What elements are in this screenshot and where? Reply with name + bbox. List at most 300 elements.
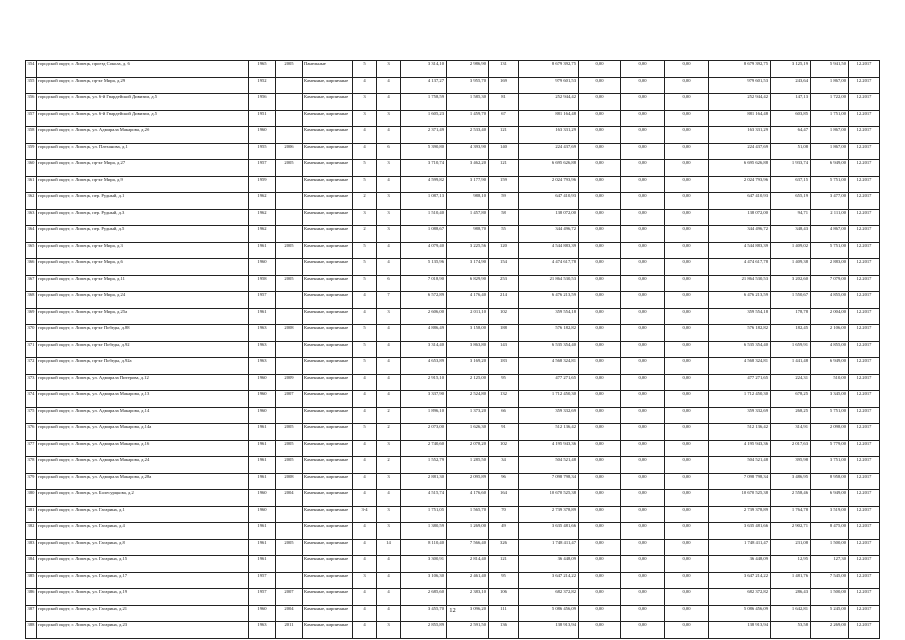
year-built-cell: 1965	[249, 61, 276, 78]
regional-funds-cell: 0,00	[621, 473, 665, 490]
wall-material-cell: Каменные, кирпичные	[303, 160, 353, 177]
regional-funds-cell: 0,00	[621, 77, 665, 94]
municipal-funds-cell: 0,00	[665, 77, 709, 94]
total-area-cell: 4 599,82	[401, 176, 447, 193]
address-cell: городской округ, г. Липецк, пр-кт Мира, д.27	[37, 160, 249, 177]
residents-cell: 70	[489, 506, 519, 523]
row-number: 364	[26, 226, 37, 243]
wall-material-cell: Каменные, кирпичные	[303, 226, 353, 243]
max-cost-per-sqm-cell: 5 245,00	[811, 605, 849, 622]
regional-funds-cell: 0,00	[621, 110, 665, 127]
row-number: 368	[26, 292, 37, 309]
cost-per-sqm-cell: 1 764,78	[771, 506, 811, 523]
max-cost-per-sqm-cell: 1 867,00	[811, 127, 849, 144]
federal-funds-cell: 0,00	[579, 440, 621, 457]
residents-cell: 143	[489, 341, 519, 358]
living-area-cell: 2 591,50	[447, 622, 489, 639]
total-area-cell: 2 371,49	[401, 127, 447, 144]
living-area-cell: 2 125,00	[447, 374, 489, 391]
floors-cell: 4	[353, 457, 377, 474]
total-area-cell: 2 685,60	[401, 589, 447, 606]
address-cell: городской округ, г. Липецк, ул. Гагарина, д.17	[37, 572, 249, 589]
year-renovated-cell	[276, 407, 303, 424]
wall-material-cell: Каменные, кирпичные	[303, 407, 353, 424]
cost-per-sqm-cell: 1 933,74	[771, 160, 811, 177]
municipal-funds-cell: 0,00	[665, 424, 709, 441]
federal-funds-cell: 0,00	[579, 374, 621, 391]
municipal-funds-cell: 0,00	[665, 391, 709, 408]
owner-funds-cell: 8 679 392,75	[709, 61, 771, 78]
wall-material-cell: Каменные, кирпичные	[303, 490, 353, 507]
cost-per-sqm-cell: 147,13	[771, 94, 811, 111]
living-area-cell: 1 269,00	[447, 523, 489, 540]
total-cost-cell: 4 568 324,81	[519, 358, 579, 375]
floors-cell: 3	[353, 110, 377, 127]
floors-cell: 5	[353, 160, 377, 177]
living-area-cell: 2 524,80	[447, 391, 489, 408]
owner-funds-cell: 224 437,69	[709, 143, 771, 160]
address-cell: городской округ, г. Липецк, пер. Рудный, д.1	[37, 193, 249, 210]
cost-per-sqm-cell: 51,08	[771, 143, 811, 160]
max-cost-per-sqm-cell: 6 949,00	[811, 160, 849, 177]
deadline-cell: 12.2017	[849, 341, 880, 358]
municipal-funds-cell: 0,00	[665, 61, 709, 78]
residents-cell: 34	[489, 457, 519, 474]
federal-funds-cell: 0,00	[579, 556, 621, 573]
wall-material-cell: Каменные, кирпичные	[303, 605, 353, 622]
floors-cell: 3-4	[353, 506, 377, 523]
table-row	[26, 325, 880, 342]
year-renovated-cell: 2005	[276, 457, 303, 474]
owner-funds-cell: 4 544 883,39	[709, 242, 771, 259]
living-area-cell: 2 078,20	[447, 440, 489, 457]
max-cost-per-sqm-cell: 1 500,00	[811, 539, 849, 556]
table-row	[26, 589, 880, 606]
federal-funds-cell: 0,00	[579, 572, 621, 589]
cost-per-sqm-cell: 1 659,91	[771, 341, 811, 358]
year-renovated-cell	[276, 292, 303, 309]
row-number: 373	[26, 374, 37, 391]
regional-funds-cell: 0,00	[621, 440, 665, 457]
total-cost-cell: 252 944,42	[519, 94, 579, 111]
living-area-cell: 2 533,40	[447, 127, 489, 144]
cost-per-sqm-cell: 1 409,02	[771, 242, 811, 259]
entrances-cell: 3	[377, 226, 401, 243]
regional-funds-cell: 0,00	[621, 160, 665, 177]
deadline-cell: 12.2017	[849, 556, 880, 573]
total-area-cell: 2 740,60	[401, 440, 447, 457]
total-area-cell: 7 018,90	[401, 275, 447, 292]
cost-per-sqm-cell: 231,08	[771, 539, 811, 556]
wall-material-cell: Каменные, кирпичные	[303, 523, 353, 540]
municipal-funds-cell: 0,00	[665, 226, 709, 243]
total-cost-cell: 881 164,48	[519, 110, 579, 127]
total-cost-cell: 163 331,29	[519, 127, 579, 144]
address-cell: городской округ, г. Липецк, ул. Адмирала Макарова, д.16	[37, 440, 249, 457]
regional-funds-cell: 0,00	[621, 226, 665, 243]
federal-funds-cell: 0,00	[579, 473, 621, 490]
entrances-cell: 3	[377, 193, 401, 210]
address-cell: городской округ, г. Липецк, проезд Сокола, д. 6	[37, 61, 249, 78]
deadline-cell: 12.2017	[849, 490, 880, 507]
table-row	[26, 242, 880, 259]
total-cost-cell: 1 748 411,47	[519, 539, 579, 556]
owner-funds-cell: 2 739 378,89	[709, 506, 771, 523]
max-cost-per-sqm-cell: 1 500,00	[811, 589, 849, 606]
max-cost-per-sqm-cell: 1 867,00	[811, 77, 849, 94]
year-renovated-cell: 2008	[276, 473, 303, 490]
entrances-cell: 6	[377, 275, 401, 292]
entrances-cell: 4	[377, 358, 401, 375]
year-renovated-cell	[276, 523, 303, 540]
residents-cell: 102	[489, 308, 519, 325]
living-area-cell: 2 011,10	[447, 308, 489, 325]
table-row	[26, 292, 880, 309]
year-built-cell: 1961	[249, 440, 276, 457]
deadline-cell: 12.2017	[849, 110, 880, 127]
row-number: 378	[26, 457, 37, 474]
entrances-cell: 4	[377, 242, 401, 259]
wall-material-cell: Панельные	[303, 61, 353, 78]
address-cell: городской округ, г. Липецк, пр-кт Победы, д.92	[37, 341, 249, 358]
owner-funds-cell: 2 024 793,96	[709, 176, 771, 193]
table-row	[26, 94, 880, 111]
row-number: 384	[26, 556, 37, 573]
floors-cell: 4	[353, 374, 377, 391]
living-area-cell: 988,70	[447, 226, 489, 243]
cost-per-sqm-cell: 1 481,76	[771, 572, 811, 589]
row-number: 356	[26, 94, 37, 111]
cost-per-sqm-cell: 314,91	[771, 424, 811, 441]
total-area-cell: 3 337,90	[401, 391, 447, 408]
total-area-cell: 4 079,40	[401, 242, 447, 259]
year-built-cell: 1962	[249, 226, 276, 243]
total-area-cell: 6 572,89	[401, 292, 447, 309]
federal-funds-cell: 0,00	[579, 160, 621, 177]
max-cost-per-sqm-cell: 8 958,00	[811, 473, 849, 490]
residents-cell: 66	[489, 407, 519, 424]
year-renovated-cell	[276, 127, 303, 144]
cost-per-sqm-cell: 655,19	[771, 193, 811, 210]
residents-cell: 120	[489, 242, 519, 259]
residents-cell: 67	[489, 110, 519, 127]
wall-material-cell: Каменные, кирпичные	[303, 572, 353, 589]
entrances-cell: 4	[377, 374, 401, 391]
cost-per-sqm-cell: 348,43	[771, 226, 811, 243]
residents-cell: 96	[489, 473, 519, 490]
total-area-cell: 4 137,27	[401, 77, 447, 94]
federal-funds-cell: 0,00	[579, 94, 621, 111]
federal-funds-cell: 0,00	[579, 589, 621, 606]
floors-cell: 5	[353, 61, 377, 78]
floors-cell: 5	[353, 341, 377, 358]
row-number: 387	[26, 605, 37, 622]
floors-cell: 4	[353, 77, 377, 94]
max-cost-per-sqm-cell: 2 106,00	[811, 325, 849, 342]
year-built-cell: 1961	[249, 242, 276, 259]
wall-material-cell: Каменные, кирпичные	[303, 209, 353, 226]
regional-funds-cell: 0,00	[621, 61, 665, 78]
entrances-cell: 2	[377, 407, 401, 424]
table-row	[26, 374, 880, 391]
year-renovated-cell: 2007	[276, 589, 303, 606]
wall-material-cell: Каменные, кирпичные	[303, 94, 353, 111]
residents-cell: 95	[489, 572, 519, 589]
living-area-cell: 4 176,40	[447, 292, 489, 309]
federal-funds-cell: 0,00	[579, 308, 621, 325]
year-renovated-cell: 2005	[276, 61, 303, 78]
wall-material-cell: Каменные, кирпичные	[303, 539, 353, 556]
entrances-cell: 3	[377, 440, 401, 457]
table-row	[26, 209, 880, 226]
row-number: 359	[26, 143, 37, 160]
total-cost-cell: 359 332,69	[519, 407, 579, 424]
year-built-cell: 1961	[249, 523, 276, 540]
federal-funds-cell: 0,00	[579, 193, 621, 210]
owner-funds-cell: 5 086 456,09	[709, 605, 771, 622]
federal-funds-cell: 0,00	[579, 325, 621, 342]
residents-cell: 159	[489, 176, 519, 193]
table-row	[26, 473, 880, 490]
address-cell: городской округ, г. Липецк, ул. Гагарина, д.19	[37, 589, 249, 606]
max-cost-per-sqm-cell: 6 949,00	[811, 490, 849, 507]
cost-per-sqm-cell: 395,98	[771, 457, 811, 474]
floors-cell: 2	[353, 193, 377, 210]
owner-funds-cell: 4 195 943,36	[709, 440, 771, 457]
floors-cell: 4	[353, 143, 377, 160]
deadline-cell: 12.2017	[849, 622, 880, 639]
wall-material-cell: Каменные, кирпичные	[303, 110, 353, 127]
regional-funds-cell: 0,00	[621, 622, 665, 639]
table-row	[26, 506, 880, 523]
table-row	[26, 193, 880, 210]
address-cell: городской округ, г. Липецк, пр-кт Мира, д.11	[37, 275, 249, 292]
wall-material-cell: Каменные, кирпичные	[303, 556, 353, 573]
total-area-cell: 1 552,79	[401, 457, 447, 474]
federal-funds-cell: 0,00	[579, 143, 621, 160]
federal-funds-cell: 0,00	[579, 209, 621, 226]
municipal-funds-cell: 0,00	[665, 358, 709, 375]
living-area-cell: 1 565,70	[447, 506, 489, 523]
address-cell: городской округ, г. Липецк, пер. Рудный, д.3	[37, 209, 249, 226]
year-built-cell: 1958	[249, 275, 276, 292]
table-row	[26, 407, 880, 424]
owner-funds-cell: 504 521,48	[709, 457, 771, 474]
year-built-cell: 1957	[249, 589, 276, 606]
federal-funds-cell: 0,00	[579, 457, 621, 474]
living-area-cell: 3 225,56	[447, 242, 489, 259]
year-built-cell: 1960	[249, 259, 276, 276]
year-built-cell: 1960	[249, 605, 276, 622]
total-area-cell: 2 881,30	[401, 473, 447, 490]
max-cost-per-sqm-cell: 5 751,00	[811, 407, 849, 424]
total-cost-cell: 979 601,53	[519, 77, 579, 94]
wall-material-cell: Каменные, кирпичные	[303, 424, 353, 441]
owner-funds-cell: 163 331,29	[709, 127, 771, 144]
row-number: 357	[26, 110, 37, 127]
residents-cell: 81	[489, 94, 519, 111]
entrances-cell: 4	[377, 127, 401, 144]
owner-funds-cell: 1 748 411,47	[709, 539, 771, 556]
owner-funds-cell: 1 712 450,30	[709, 391, 771, 408]
living-area-cell: 1 457,80	[447, 209, 489, 226]
regional-funds-cell: 0,00	[621, 292, 665, 309]
regional-funds-cell: 0,00	[621, 506, 665, 523]
year-built-cell: 1961	[249, 539, 276, 556]
floors-cell: 4	[353, 473, 377, 490]
living-area-cell: 3 177,90	[447, 176, 489, 193]
entrances-cell: 14	[377, 539, 401, 556]
year-built-cell: 1960	[249, 407, 276, 424]
living-area-cell: 3 169,20	[447, 358, 489, 375]
cost-per-sqm-cell: 1 441,48	[771, 358, 811, 375]
table-row	[26, 143, 880, 160]
deadline-cell: 12.2017	[849, 176, 880, 193]
cost-per-sqm-cell: 1 550,67	[771, 292, 811, 309]
regional-funds-cell: 0,00	[621, 556, 665, 573]
year-renovated-cell	[276, 226, 303, 243]
year-renovated-cell	[276, 572, 303, 589]
deadline-cell: 12.2017	[849, 539, 880, 556]
deadline-cell: 12.2017	[849, 275, 880, 292]
total-cost-cell: 1 712 450,30	[519, 391, 579, 408]
entrances-cell: 7	[377, 292, 401, 309]
year-renovated-cell: 2004	[276, 605, 303, 622]
entrances-cell: 3	[377, 308, 401, 325]
deadline-cell: 12.2017	[849, 523, 880, 540]
federal-funds-cell: 0,00	[579, 127, 621, 144]
owner-funds-cell: 138 072,00	[709, 209, 771, 226]
entrances-cell: 3	[377, 209, 401, 226]
regional-funds-cell: 0,00	[621, 391, 665, 408]
address-cell: городской округ, г. Липецк, ул. Адмирала Макарова, д.28а	[37, 473, 249, 490]
total-cost-cell: 7 098 798,34	[519, 473, 579, 490]
federal-funds-cell: 0,00	[579, 292, 621, 309]
table-row	[26, 259, 880, 276]
total-area-cell: 5 390,80	[401, 143, 447, 160]
regional-funds-cell: 0,00	[621, 176, 665, 193]
residents-cell: 55	[489, 226, 519, 243]
municipal-funds-cell: 0,00	[665, 209, 709, 226]
deadline-cell: 12.2017	[849, 572, 880, 589]
row-number: 354	[26, 61, 37, 78]
living-area-cell: 2 986,90	[447, 61, 489, 78]
year-renovated-cell: 2008	[276, 325, 303, 342]
year-built-cell: 1960	[249, 506, 276, 523]
owner-funds-cell: 344 496,72	[709, 226, 771, 243]
cost-per-sqm-cell: 3 486,95	[771, 473, 811, 490]
year-built-cell: 1963	[249, 325, 276, 342]
federal-funds-cell: 0,00	[579, 226, 621, 243]
floors-cell: 4	[353, 589, 377, 606]
cost-per-sqm-cell: 64,47	[771, 127, 811, 144]
year-renovated-cell	[276, 110, 303, 127]
entrances-cell: 4	[377, 94, 401, 111]
total-cost-cell: 224 437,69	[519, 143, 579, 160]
row-number: 374	[26, 391, 37, 408]
entrances-cell: 4	[377, 77, 401, 94]
wall-material-cell: Каменные, кирпичные	[303, 292, 353, 309]
owner-funds-cell: 512 136,42	[709, 424, 771, 441]
owner-funds-cell: 6 476 213,59	[709, 292, 771, 309]
cost-per-sqm-cell: 268,25	[771, 407, 811, 424]
municipal-funds-cell: 0,00	[665, 341, 709, 358]
regional-funds-cell: 0,00	[621, 358, 665, 375]
deadline-cell: 12.2017	[849, 308, 880, 325]
owner-funds-cell: 6 535 354,40	[709, 341, 771, 358]
total-cost-cell: 5 086 456,09	[519, 605, 579, 622]
residents-cell: 169	[489, 77, 519, 94]
total-cost-cell: 8 679 392,75	[519, 61, 579, 78]
max-cost-per-sqm-cell: 5 751,00	[811, 176, 849, 193]
year-renovated-cell: 2005	[276, 160, 303, 177]
address-cell: городской округ, г. Липецк, пр-кт Мира, д.29	[37, 77, 249, 94]
max-cost-per-sqm-cell: 1 867,00	[811, 143, 849, 160]
max-cost-per-sqm-cell: 6 949,00	[811, 358, 849, 375]
year-renovated-cell	[276, 556, 303, 573]
year-built-cell: 1955	[249, 143, 276, 160]
row-number: 379	[26, 473, 37, 490]
address-cell: городской округ, г. Липецк, ул. Болесурцкова, д.2	[37, 490, 249, 507]
wall-material-cell: Каменные, кирпичные	[303, 325, 353, 342]
deadline-cell: 12.2017	[849, 77, 880, 94]
deadline-cell: 12.2017	[849, 209, 880, 226]
regional-funds-cell: 0,00	[621, 457, 665, 474]
floors-cell: 4	[353, 407, 377, 424]
floors-cell: 4	[353, 539, 377, 556]
year-renovated-cell: 2005	[276, 440, 303, 457]
total-area-cell: 5 135,96	[401, 259, 447, 276]
cost-per-sqm-cell: 94,71	[771, 209, 811, 226]
row-number: 383	[26, 539, 37, 556]
address-cell: городской округ, г. Липецк, пр-кт Мира, д.3	[37, 242, 249, 259]
total-cost-cell: 512 136,42	[519, 424, 579, 441]
floors-cell: 4	[353, 490, 377, 507]
wall-material-cell: Каменные, кирпичные	[303, 127, 353, 144]
year-built-cell: 1961	[249, 556, 276, 573]
deadline-cell: 12.2017	[849, 160, 880, 177]
row-number: 376	[26, 424, 37, 441]
cost-per-sqm-cell: 178,78	[771, 308, 811, 325]
row-number: 362	[26, 193, 37, 210]
year-renovated-cell: 2006	[276, 143, 303, 160]
entrances-cell: 4	[377, 556, 401, 573]
year-renovated-cell: 2009	[276, 374, 303, 391]
year-renovated-cell	[276, 176, 303, 193]
regional-funds-cell: 0,00	[621, 374, 665, 391]
total-area-cell: 4 886,49	[401, 325, 447, 342]
regional-funds-cell: 0,00	[621, 143, 665, 160]
federal-funds-cell: 0,00	[579, 110, 621, 127]
residents-cell: 91	[489, 424, 519, 441]
max-cost-per-sqm-cell: 3 751,00	[811, 457, 849, 474]
living-area-cell: 3 863,80	[447, 341, 489, 358]
year-built-cell: 1960	[249, 490, 276, 507]
living-area-cell: 1 285,50	[447, 457, 489, 474]
year-built-cell: 1961	[249, 424, 276, 441]
total-area-cell: 4 653,89	[401, 358, 447, 375]
max-cost-per-sqm-cell: 8 475,00	[811, 523, 849, 540]
municipal-funds-cell: 0,00	[665, 556, 709, 573]
entrances-cell: 3	[377, 160, 401, 177]
year-renovated-cell	[276, 506, 303, 523]
max-cost-per-sqm-cell: 127,30	[811, 556, 849, 573]
residents-cell: 58	[489, 209, 519, 226]
year-renovated-cell: 2005	[276, 539, 303, 556]
deadline-cell: 12.2017	[849, 127, 880, 144]
table-row	[26, 77, 880, 94]
total-area-cell: 1 896,10	[401, 407, 447, 424]
